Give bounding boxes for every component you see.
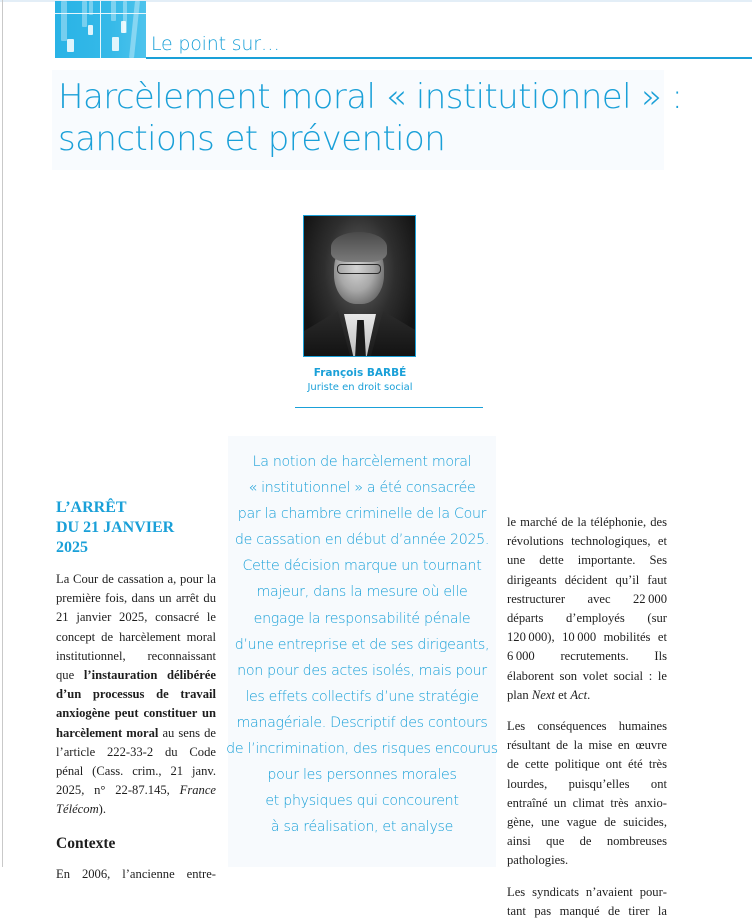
left-column: [56, 498, 216, 884]
city-skyline-logo: [55, 1, 146, 58]
quote-line: non pour des actes isolés, mais pour: [237, 662, 487, 679]
logo-bar: [61, 1, 67, 41]
plan-name: Next: [531, 687, 555, 702]
author-role: Juriste en droit social: [307, 382, 413, 393]
quote-line: et physiques qui concourent: [265, 793, 459, 810]
quote-line: engage la responsabilité pénale: [253, 610, 471, 627]
logo-bar: [67, 39, 74, 52]
logo-bar: [112, 37, 119, 51]
quote-line: à sa réalisation, et analyse: [270, 819, 454, 836]
author-divider: [295, 407, 483, 408]
text-run: La Cour de cassation a, pour la première fois, dans un arrêt du 21 janvier 2025, consacré le concept de harcèlement moral institutionnel, reconnaissant que: [56, 572, 216, 683]
portrait-hair: [331, 232, 387, 262]
article-title: [58, 76, 683, 160]
heading-line: L’ARRÊT: [56, 499, 127, 516]
header-rule: [146, 57, 752, 59]
quote-line: par la chambre criminelle de la Cour: [237, 506, 487, 523]
author-portrait: [303, 215, 416, 357]
section-label: Le point sur…: [151, 33, 280, 55]
title-line: sanctions et prévention: [58, 119, 446, 159]
title-line: Harcèlement moral « institutionnel » :: [58, 77, 683, 117]
logo-bar: [111, 1, 116, 21]
quote-line: Cette décision marque un tournant: [242, 558, 482, 575]
heading-line: 2025: [56, 539, 88, 556]
quote-line: majeur, dans la mesure où elle: [256, 584, 468, 601]
logo-bar: [129, 1, 140, 58]
section-heading: [56, 498, 216, 558]
case-name: France Télécom: [56, 783, 216, 817]
emphasis-text: l’instauration délibérée d’un processus de travail anxiogène peut constituer un harcèlement moral: [56, 668, 216, 740]
quote-line: les effets collectifs d’une stratégie: [245, 688, 479, 705]
quote-line: de l’incrimination, des risques encourus: [226, 741, 498, 758]
paragraph: Les syndicats n’avaient pourtant pas manqué de tirer la: [507, 884, 667, 918]
page-left-rule: [2, 0, 3, 867]
logo-divider: [100, 1, 101, 58]
quote-line: La notion de harcèlement moral: [252, 454, 472, 470]
paragraph: Les conséquences humaines résultant de la mise en œuvre de cette politique ont été très lourdes, puisqu’elles ont entraîné un climat très anxiogène, une vague de suicides, ainsi que de nombreuses pathologies.: [507, 719, 667, 868]
portrait-glasses: [337, 264, 381, 274]
pull-quote: [222, 449, 502, 840]
subheading: Contexte: [56, 834, 116, 852]
heading-line: DU 21 JANVIER: [56, 519, 175, 536]
paragraph: [56, 570, 216, 820]
text-run: et: [554, 687, 571, 702]
text-run: .: [587, 687, 591, 702]
quote-line: managériale. Descriptif des contours: [236, 714, 488, 731]
quote-line: pour les personnes morales: [267, 767, 457, 784]
text-run: le marché de la téléphonie, des révolutions technologiques, et une dette importante. Ses dirigeants décident qu’il faut restructurer avec 22 000 départs d’employés (sur 120 000), 10 000 mobilités et 6 000 recrutements. Ils élaborent son volet social : le plan: [507, 515, 667, 702]
logo-bar: [88, 25, 93, 35]
text-run: au sens de l’article 222-33-2 du Code pénal (Cass. crim., 21 janv. 2025, n° 22-87.145,: [56, 725, 216, 798]
logo-bar: [82, 1, 87, 27]
right-column: [507, 513, 667, 921]
quote-line: « institutionnel » a été consacrée: [248, 480, 476, 497]
author-name: François BARBÉ: [313, 367, 407, 379]
logo-bar: [121, 21, 126, 33]
quote-line: de cassation en début d’année 2025.: [234, 532, 490, 549]
text-run: ).: [98, 802, 107, 817]
plan-name: Act: [570, 687, 588, 702]
paragraph: [507, 513, 667, 705]
paragraph: En 2006, l’ancienne entre-: [56, 866, 216, 881]
quote-line: d’une entreprise et de ses dirigeants,: [234, 636, 490, 653]
